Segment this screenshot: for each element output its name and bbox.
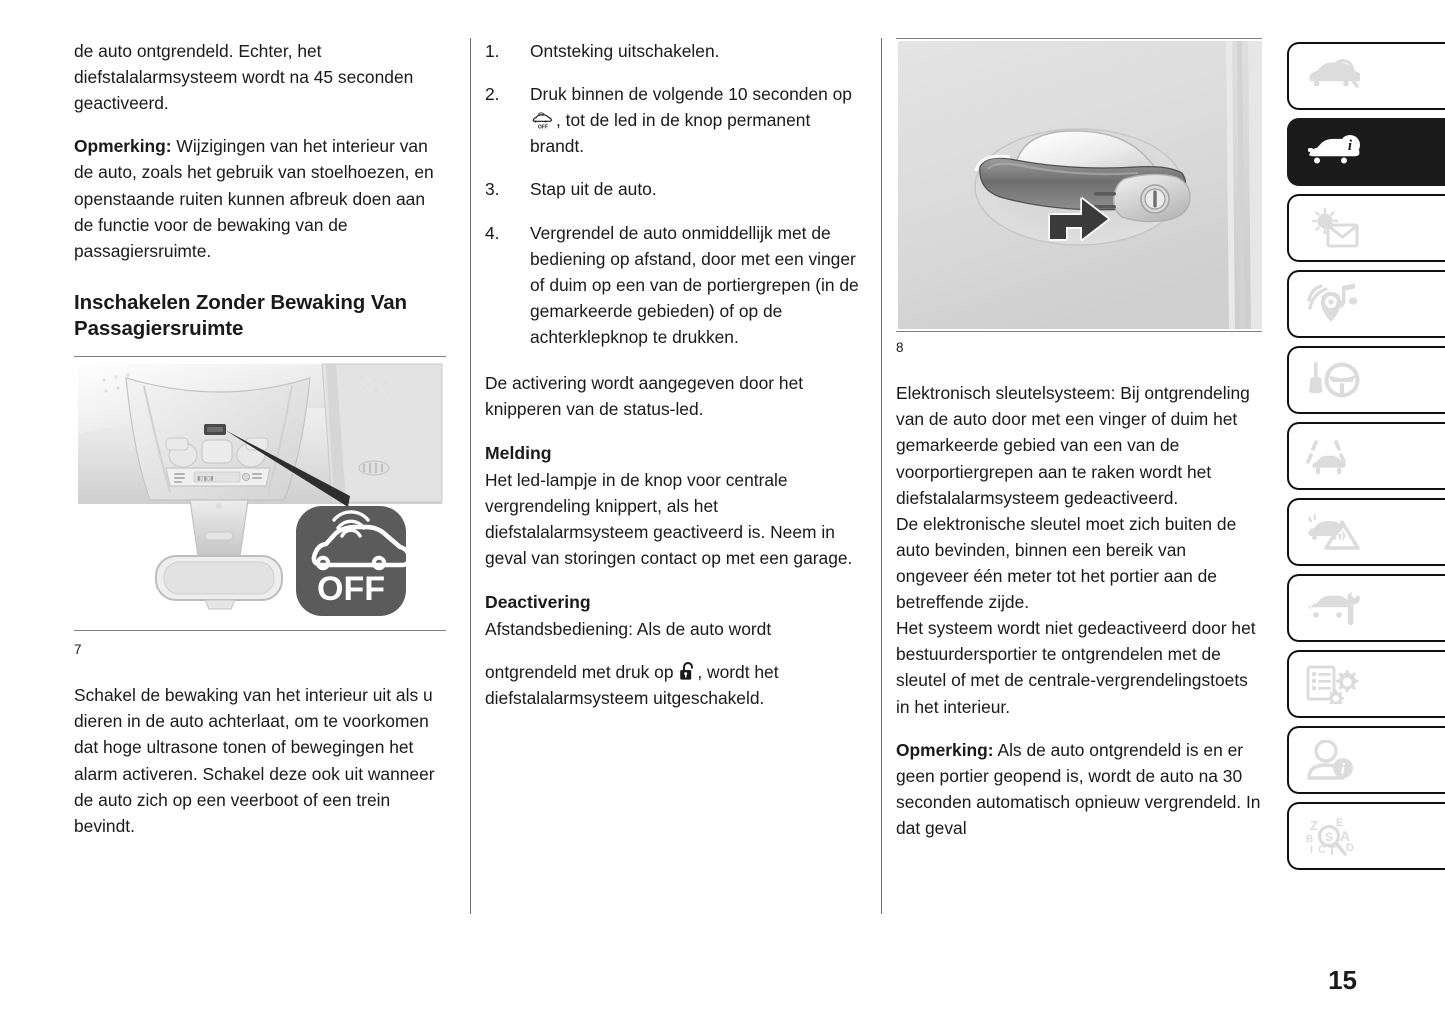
step-text-after: , tot de led in de knop permanent brandt.	[530, 110, 811, 157]
deactivering-heading: Deactivering	[485, 592, 591, 613]
section-heading: Inschakelen Zonder Bewaking Van Passagiersruimte	[74, 290, 407, 340]
car-off-icon	[531, 110, 555, 130]
svg-text:S: S	[1324, 830, 1334, 844]
figure-8-image	[896, 39, 1262, 331]
svg-text:▮▯▮▯▮: ▮▯▮▯▮	[197, 475, 214, 482]
svg-text:B: B	[1306, 834, 1314, 845]
door-handle-illustration	[896, 39, 1262, 331]
specs-gears-icon	[1306, 664, 1360, 704]
activation-paragraph: De activering wordt aangegeven door het knipperen van de status-led.	[485, 373, 804, 420]
column-two	[485, 38, 863, 711]
electronic-key-paragraph: Elektronisch sleutelsysteem: Bij ontgrendeling van de auto door met een vinger of duim het gemarkeerde gebied van een van de voorportiergrepen aan te raken wordt het diefstalalarmsysteem gedeactiveerd.	[896, 383, 1250, 508]
step-3	[485, 176, 863, 202]
unlock-icon	[679, 661, 696, 683]
page-number: 15	[1328, 965, 1357, 995]
alphabetical-index-icon	[1306, 816, 1360, 856]
svg-text:OFF: OFF	[317, 569, 385, 608]
note-paragraph	[74, 133, 446, 264]
step-text-before: Druk binnen de volgende 10 seconden op	[530, 84, 852, 105]
step-number: 3.	[485, 179, 500, 200]
sidebar-tab-dashboard-overview[interactable]	[1287, 42, 1445, 110]
step-4	[485, 220, 863, 351]
sidebar-tab-multimedia-help[interactable]	[1287, 726, 1445, 794]
step-2	[485, 81, 863, 159]
figure-7-image	[74, 360, 446, 628]
sidebar-tab-vehicle-info[interactable]	[1287, 118, 1445, 186]
sidebar-tab-infotainment[interactable]	[1287, 270, 1445, 338]
deactivering-paragraph-2	[485, 659, 863, 711]
sidebar-tab-index[interactable]	[1287, 802, 1445, 870]
deactivering-text-before: ontgrendeld met druk op	[485, 661, 679, 682]
interior-monitoring-paragraph: Schakel de bewaking van het interieur uit als u dieren in de auto achterlaat, om te voorkomen dat hoge ultrasone tonen of bewegingen het alarm activeren. Schakel deze ook uit wanneer de auto zich op een veerboot of een trein bevindt.	[74, 685, 435, 836]
figure-7	[74, 356, 446, 660]
step-number: 2.	[485, 84, 500, 105]
column-divider-2	[881, 38, 882, 914]
svg-text:Z: Z	[1310, 818, 1318, 833]
step-number: 4.	[485, 222, 500, 243]
step-text: Ontsteking uitschakelen.	[530, 41, 720, 61]
note-label: Opmerking:	[896, 739, 994, 760]
svg-text:A: A	[1340, 828, 1351, 844]
svg-text:i: i	[1340, 761, 1346, 778]
car-info-icon	[1306, 133, 1360, 171]
column-one	[74, 38, 446, 839]
figure-bottom-rule	[74, 630, 446, 631]
sidebar-tab-emergency[interactable]	[1287, 498, 1445, 566]
figure-8-caption: 8	[896, 340, 904, 355]
person-info-icon	[1306, 740, 1360, 780]
svg-text:T: T	[1328, 843, 1336, 856]
steering-wheel-icon	[1306, 360, 1360, 400]
column-three	[896, 38, 1262, 841]
svg-text:D: D	[1346, 842, 1354, 854]
navigation-music-icon	[1306, 283, 1360, 325]
sun-envelope-icon	[1306, 208, 1360, 248]
sidebar-tab-comfort-messages[interactable]	[1287, 194, 1445, 262]
figure-7-caption: 7	[74, 641, 82, 657]
car-wrench-icon	[1306, 589, 1360, 627]
melding-paragraph: Het led-lampje in de knop voor centrale vergrendeling knippert, als het diefstalalarmsysteem geactiveerd is. Neem in geval van storingen contact op met een garage.	[485, 469, 853, 569]
car-search-icon	[1306, 57, 1360, 95]
sidebar-tab-maintenance[interactable]	[1287, 574, 1445, 642]
deactivering-text-after: , wordt het diefstalalarmsysteem uitgeschakeld.	[485, 661, 779, 708]
melding-heading: Melding	[485, 443, 552, 464]
figure-top-rule	[74, 356, 446, 357]
procedure-steps	[485, 38, 863, 350]
key-range-paragraph: De elektronische sleutel moet zich buiten de auto bevinden, binnen een bereik van ongeveer één meter tot het portier aan de betreffende zijde.	[896, 513, 1237, 613]
step-text: Stap uit de auto.	[530, 179, 657, 200]
figure-8	[896, 38, 1262, 358]
step-number: 1.	[485, 41, 500, 61]
overhead-console-illustration	[74, 360, 446, 628]
step-1	[485, 38, 863, 64]
paragraph-continuation: de auto ontgrendeld. Echter, het diefstalalarmsysteem wordt na 45 seconden geactiveerd.	[74, 41, 414, 114]
column-divider-1	[470, 38, 471, 914]
sidebar-tab-technical-specs[interactable]	[1287, 650, 1445, 718]
note-text: Wijzigingen van het interieur van de auto, zoals het gebruik van stoelhoezen, en openstaande ruiten kunnen afbreuk doen aan de functie voor de bewaking van de passagiersruimte.	[74, 136, 434, 261]
svg-text:i: i	[1347, 138, 1353, 154]
sidebar-tab-driving[interactable]	[1287, 346, 1445, 414]
not-deactivated-paragraph: Het systeem wordt niet gedeactiveerd door het bestuurdersportier te ontgrendelen met de sleutel of met de centrale-vergrendelingstoets in het interieur.	[896, 618, 1256, 717]
note-text: Als de auto ontgrendeld is en er geen portier geopend is, wordt de auto na 30 seconden automatisch opnieuw vergrendeld. In dat geval	[896, 739, 1261, 838]
breakdown-icon	[1306, 512, 1360, 552]
svg-text:OFF: OFF	[537, 124, 549, 130]
lane-assist-icon	[1306, 436, 1360, 476]
note-paragraph	[896, 737, 1262, 841]
svg-text:C: C	[1318, 844, 1326, 856]
svg-text:I: I	[1310, 844, 1314, 856]
sidebar-tab-driver-assistance[interactable]	[1287, 422, 1445, 490]
deactivering-paragraph-1: Afstandsbediening: Als de auto wordt	[485, 618, 772, 639]
step-text: Vergrendel de auto onmiddellijk met de bediening op afstand, door met een vinger of duim op een van de portiergrepen (in de gemarkeerde gebieden) of op de achterklepknop te drukken.	[530, 222, 859, 347]
svg-text:E: E	[1336, 817, 1344, 829]
note-label: Opmerking:	[74, 136, 172, 157]
chapter-tab-rail[interactable]	[1287, 42, 1445, 878]
